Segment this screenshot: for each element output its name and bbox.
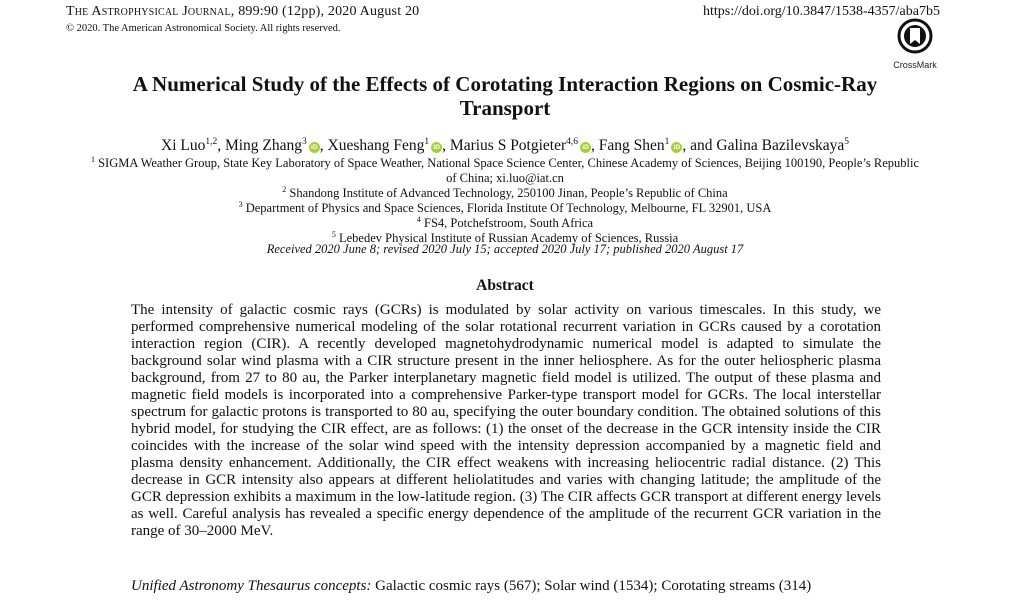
author-affil-ref: 1 [424, 137, 430, 147]
affiliation-number: 3 [238, 200, 243, 209]
author-affil-ref: 1 [664, 137, 670, 147]
author-name: Fang Shen [598, 137, 665, 155]
author-name: Marius S Potgieter [449, 137, 567, 155]
affiliation-number: 2 [282, 185, 287, 194]
affiliation-text: FS4, Potchefstroom, South Africa [424, 216, 594, 231]
author-separator: , [217, 137, 225, 155]
affiliation-text: SIGMA Weather Group, State Key Laboratory of Space Weather, National Space Science Center, Chinese Academy of Sciences, Beijing 100190, People’s Republic [98, 156, 920, 171]
orcid-icon[interactable]: iD [431, 142, 442, 153]
affiliation-text: Department of Physics and Space Sciences, Florida Institute Of Technology, Melbourne, FL 32901, USA [245, 201, 772, 216]
publication-history: Received 2020 June 8; revised 2020 July 15; accepted 2020 July 17; published 2020 August 17 [266, 242, 744, 256]
author-separator: , [319, 137, 328, 155]
crossmark-label: CrossMark [893, 60, 937, 70]
orcid-icon[interactable]: iD [671, 142, 682, 153]
abstract-body: The intensity of galactic cosmic rays (GCRs) is modulated by solar activity on various timescales. In this study, we performed comprehensive numerical modeling of the solar rotational recurrent variation in GCRs caused by a corotation interaction region (CIR). A recently developed magnetohydrodynamic numerical model is adapted to simulate the background solar wind plasma with a CIR structure present in the inner heliosphere. As for the outer heliospheric plasma background, from 27 to 80 au, the Parker interplanetary magnetic field model is utilized. The output of these plasma and magnetic field models is incorporated into a comprehensive Parker-type transport model for GCRs. The local interstellar spectrum for galactic protons is transported to 80 au, specifying the outer boundary condition. The obtained solutions of this hybrid model, for studying the CIR effect, are as follows: (1) the onset of the decrease in the GCR intensity inside the CIR coincides with the increase of the solar wind speed with the intensity depression accompanied by a magnetic field and plasma density enhancement. Additionally, the CIR effect weakens with increasing heliocentric radial distance. (2) This decrease in GCR intensity also appears at different heliolatitudes and varies with changing latitude; the amplitude of the GCR depression exhibits a maximum in the low-latitude region. (3) The CIR affects GCR transport at different energy levels as well. Careful analysis has revealed a specific energy dependence of the amplitude of the recurrent GCR variation in the range of 30–2000 MeV. [131, 302, 881, 539]
paper-title [70, 72, 940, 120]
author-name: Galina Bazilevskaya [716, 137, 845, 155]
journal-volume-date: , 899:90 (12pp), 2020 August 20 [230, 4, 420, 19]
journal-citation [66, 4, 419, 20]
author-affil-ref: 1,2 [205, 137, 218, 147]
title-line: A Numerical Study of the Effects of Corotating Interaction Regions on Cosmic-Ray [132, 72, 878, 96]
author-affil-ref: 5 [844, 137, 849, 147]
orcid-icon[interactable]: iD [309, 142, 320, 153]
copyright-notice: © 2020. The American Astronomical Society. All rights reserved. [66, 23, 341, 34]
uat-concepts [131, 578, 891, 595]
author-separator: , and [682, 137, 717, 155]
uat-concept-list: Galactic cosmic rays (567); Solar wind (1534); Corotating streams (314) [371, 578, 812, 594]
crossmark-badge[interactable] [891, 18, 939, 70]
affiliation-number: 4 [416, 215, 421, 224]
author-affil-ref: 3 [302, 137, 307, 147]
affiliation-number: 1 [90, 155, 95, 164]
title-line: Transport [459, 96, 551, 120]
affiliation-number: 5 [331, 230, 336, 239]
author-name: Xi Luo [161, 137, 206, 155]
crossmark-icon [897, 18, 933, 54]
author-name: Xueshang Feng [327, 137, 425, 155]
author-separator: , [591, 137, 599, 155]
doi-link[interactable]: https://doi.org/10.3847/1538-4357/aba7b5 [703, 4, 940, 19]
affiliation-text: Lebedev Physical Institute of Russian Academy of Sciences, Russia [338, 231, 679, 246]
orcid-icon[interactable]: iD [580, 142, 591, 153]
author-affil-ref: 4,6 [566, 137, 579, 147]
author-separator: , [442, 137, 450, 155]
abstract-heading: Abstract [476, 277, 534, 294]
affiliation-text: Shandong Institute of Advanced Technology, 250100 Jinan, People’s Republic of China [289, 186, 728, 201]
author-name: Ming Zhang [224, 137, 303, 155]
affiliation-text: of China; xi.luo@iat.cn [446, 171, 564, 186]
journal-name: The Astrophysical Journal [66, 4, 231, 19]
uat-label: Unified Astronomy Thesaurus concepts: [131, 578, 372, 594]
